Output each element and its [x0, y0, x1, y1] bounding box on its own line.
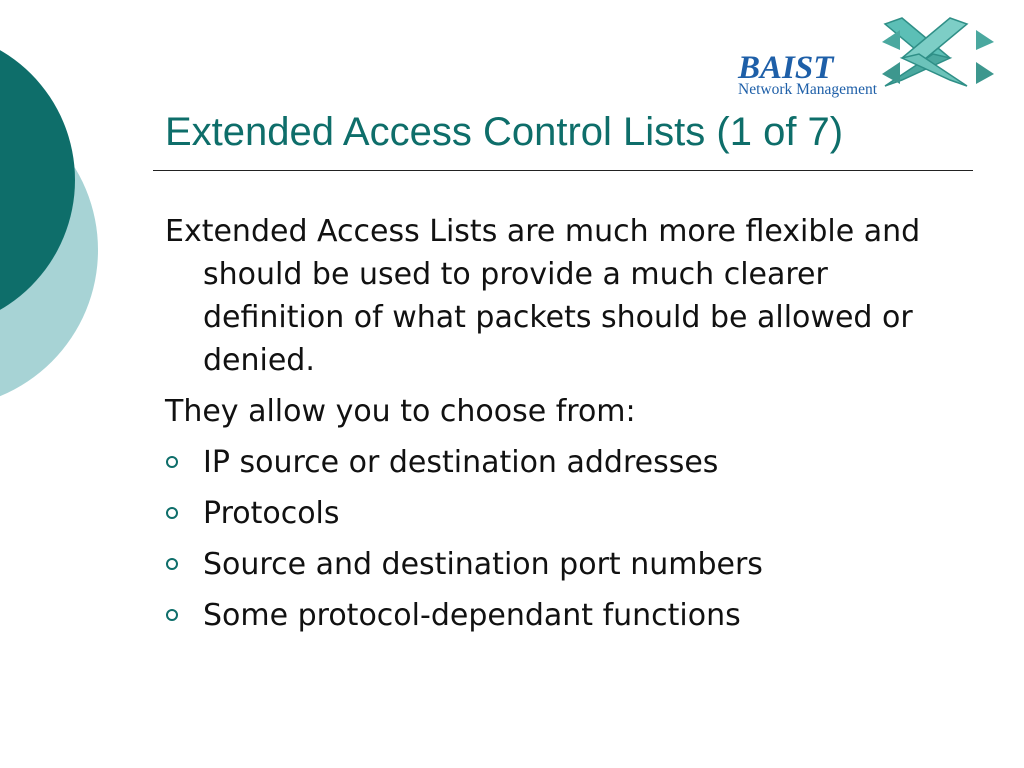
intro-paragraph: Extended Access Lists are much more flexible and should be used to provide a much clearer definition of what packets should be allowed or denied.	[165, 214, 921, 378]
list-item	[165, 594, 955, 637]
list-item	[165, 441, 955, 484]
list-item	[165, 543, 955, 586]
title-divider	[153, 170, 973, 171]
logo-brand: BAIST	[738, 50, 834, 86]
list-item-text: Some protocol-dependant functions	[203, 598, 741, 633]
baist-logo	[732, 14, 1002, 106]
choose-paragraph: They allow you to choose from:	[165, 394, 636, 429]
crossed-arrows-icon	[882, 18, 994, 86]
slide-title: Extended Access Control Lists (1 of 7)	[165, 110, 844, 154]
hollow-circle-bullet-icon	[166, 558, 178, 570]
hollow-circle-bullet-icon	[166, 609, 178, 621]
slide-body	[165, 210, 955, 645]
list-item-text: Protocols	[203, 496, 340, 531]
logo-tagline: Network Management	[738, 81, 878, 98]
hollow-circle-bullet-icon	[166, 507, 178, 519]
hollow-circle-bullet-icon	[166, 456, 178, 468]
options-list	[165, 441, 955, 637]
list-item	[165, 492, 955, 535]
list-item-text: IP source or destination addresses	[203, 445, 719, 480]
list-item-text: Source and destination port numbers	[203, 547, 763, 582]
